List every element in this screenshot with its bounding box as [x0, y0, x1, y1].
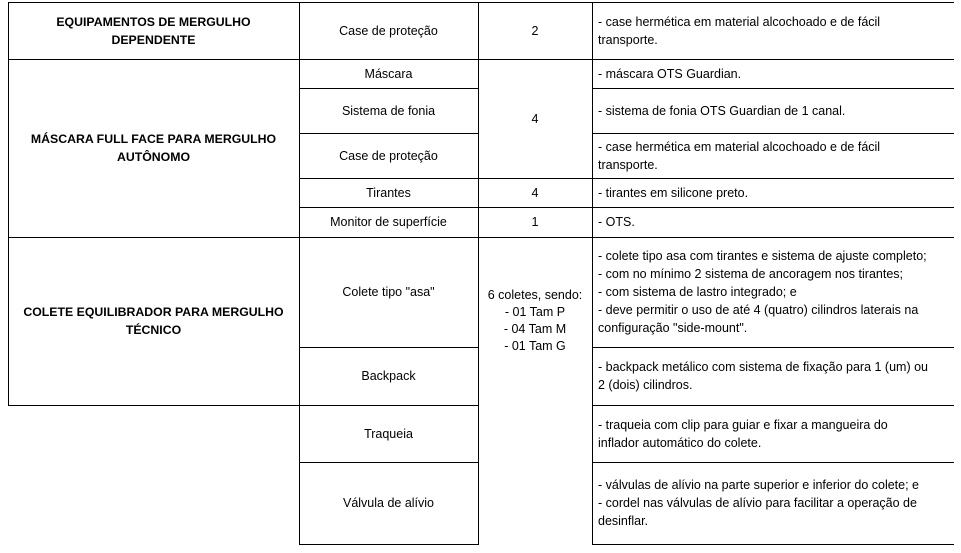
item-valvula-alivio: Válvula de alívio: [342, 496, 435, 510]
description-backpack: - backpack metálico com sistema de fixação para 1 (um) ou 2 (dois) cilindros.: [598, 360, 928, 392]
description-valvula-alivio: - válvulas de alívio na parte superior e inferior do colete; e - cordel nas válvulas de alívio para facilitar a operação de desinflar.: [598, 478, 920, 528]
item-mascara: Máscara: [364, 66, 413, 81]
item-tirantes: Tirantes: [366, 185, 411, 200]
item-sistema-fonia: Sistema de fonia: [341, 103, 436, 118]
description-case-protecao-1: - case hermética em material alcochoado e de fácil transporte.: [598, 14, 881, 47]
description-case-protecao-2: - case hermética em material alcochoado e de fácil transporte.: [598, 139, 881, 172]
quantity-monitor-superficie: 1: [531, 215, 539, 229]
line-bottom-desc: [592, 544, 954, 545]
quantity-coletes: 6 coletes, sendo: - 01 Tam P - 04 Tam M - 01 Tam G: [487, 288, 583, 353]
description-colete-asa: - colete tipo asa com tirantes e sistema de ajuste completo; - com no mínimo 2 sistema de ancoragem nos tirantes; - com sistema de lastro integrado; e - deve permitir o uso de até 4 (quatro) cilindros laterais na configuração "side-mount".: [598, 249, 927, 335]
item-backpack: Backpack: [361, 369, 416, 383]
quantity-tirantes: 4: [531, 185, 539, 200]
quantity-mascara-shared: 4: [531, 111, 539, 126]
description-monitor-superficie: - OTS.: [598, 215, 635, 229]
item-traqueia: Traqueia: [364, 426, 413, 441]
category-colete-equilibrador: COLETE EQUILIBRADOR PARA MERGULHO TÉCNICO: [23, 305, 284, 337]
quantity-case-protecao-1: 2: [531, 23, 539, 38]
item-colete-asa: Colete tipo "asa": [342, 285, 435, 299]
category-mascara-full-face: MÁSCARA FULL FACE PARA MERGULHO AUTÔNOMO: [30, 132, 277, 164]
description-sistema-fonia: - sistema de fonia OTS Guardian de 1 canal.: [598, 103, 846, 118]
line-backpack-left: [8, 405, 299, 406]
line-bottom: [299, 544, 478, 545]
description-mascara: - máscara OTS Guardian.: [598, 66, 742, 81]
item-monitor-superficie: Monitor de superfície: [330, 215, 447, 229]
category-mergulho-dependente: EQUIPAMENTOS DE MERGULHO DEPENDENTE: [56, 14, 251, 47]
item-case-protecao-1: Case de proteção: [339, 23, 438, 38]
description-tirantes: - tirantes em silicone preto.: [598, 185, 749, 200]
description-traqueia: - traqueia com clip para guiar e fixar a mangueira do inflador automático do colete.: [598, 417, 888, 450]
item-case-protecao-2: Case de proteção: [339, 148, 438, 163]
